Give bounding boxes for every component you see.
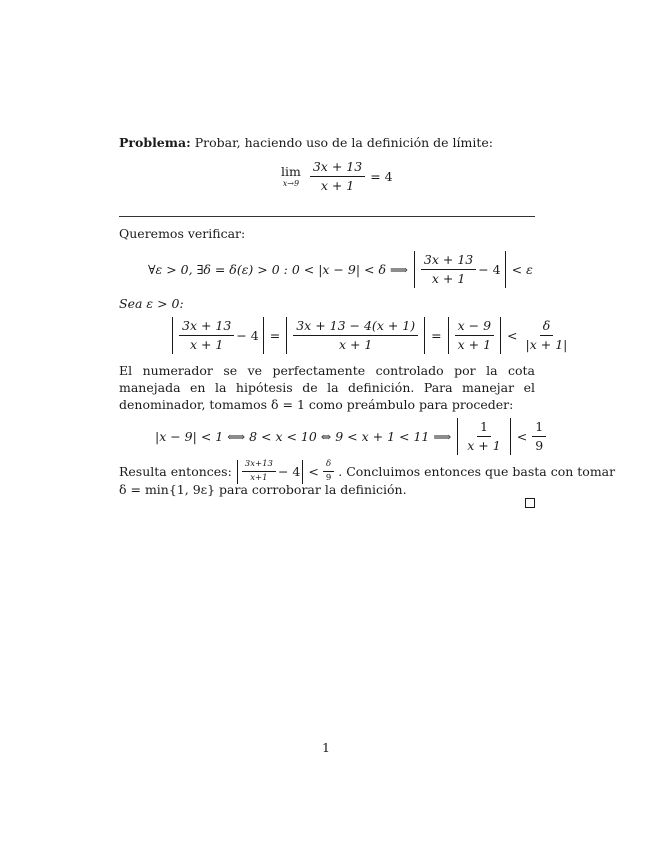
less-than-sign: <: [516, 428, 528, 444]
chain-fraction-1: [179, 319, 234, 352]
explanation-text: El numerador se ve perfectamente controlado por la cota manejada en la hipótesis de la definición. Para manejar el denominador, tomamos δ = 1 como preámbulo para proceder:: [119, 363, 535, 412]
one-ninth-fraction: [532, 420, 546, 453]
chain-fraction-2: [293, 319, 418, 352]
explanation-paragraph: [119, 362, 535, 413]
verify-fraction: [421, 253, 476, 286]
bound-implications: |x − 9| < 1 ⟺ 8 < x < 10 ⇔ 9 < x + 1 < 11 ⟹: [155, 428, 452, 444]
fraction-denominator: x + 1: [338, 336, 373, 352]
chain-fraction-4: [523, 319, 571, 352]
problem-statement: [119, 135, 493, 150]
minus-four: − 4: [478, 261, 501, 277]
problem-text: Probar, haciendo uso de la definición de límite:: [194, 135, 494, 150]
horizontal-rule: [119, 216, 535, 217]
delta-over-nine: [323, 460, 334, 484]
bound-fraction: [464, 420, 503, 453]
lim-text: lim: [281, 164, 301, 180]
absolute-value: [414, 251, 506, 288]
fraction-denominator: x + 1: [431, 270, 466, 286]
fraction-numerator: x − 9: [455, 319, 494, 336]
chain-fraction-3: [455, 319, 494, 352]
limit-operator: [281, 164, 301, 188]
fraction-numerator: 1: [477, 420, 491, 437]
limit-value: = 4: [370, 168, 393, 184]
problem-label: Problema:: [119, 135, 191, 150]
absolute-value: [237, 460, 304, 484]
fraction-denominator: x + 1: [320, 177, 355, 193]
conclusion-line-2: δ = min{1, 9ε} para corroborar la definición.: [119, 482, 407, 497]
fraction-denominator: |x + 1|: [525, 336, 568, 352]
conclusion-line-1: [119, 460, 615, 484]
fraction-numerator: δ: [323, 460, 334, 472]
fraction-numerator: δ: [540, 319, 554, 336]
equals-sign: =: [431, 327, 442, 343]
minus-four: − 4: [277, 464, 301, 480]
less-than-sign: <: [507, 327, 518, 343]
less-than-sign: <: [308, 464, 319, 480]
fraction-numerator: 3x + 13 − 4(x + 1): [293, 319, 418, 336]
quantifiers: ∀ε > 0, ∃δ = δ(ε) > 0 : 0 < |x − 9| < δ ⟹: [148, 261, 408, 277]
verify-statement: [148, 251, 533, 288]
fraction-denominator: 9: [535, 437, 544, 453]
absolute-value: [448, 317, 501, 354]
fraction-numerator: 1: [532, 420, 546, 437]
lim-subscript: x→9: [282, 179, 300, 189]
fraction-numerator: 3x + 13: [179, 319, 234, 336]
equals-sign: =: [269, 327, 281, 343]
minus-four: − 4: [236, 327, 259, 343]
sea-line: Sea ε > 0:: [119, 296, 184, 311]
fraction-denominator: x + 1: [189, 336, 224, 352]
conclusion-lead: Resulta entonces:: [119, 464, 232, 480]
absolute-value: [286, 317, 425, 354]
verify-intro: Queremos verificar:: [119, 226, 246, 241]
inequality-chain: [169, 317, 572, 354]
bound-chain: [155, 418, 548, 455]
fraction-denominator: 9: [325, 473, 332, 484]
fraction-numerator: 3x+13: [242, 460, 276, 472]
absolute-value: [172, 317, 264, 354]
fraction-numerator: 3x + 13: [421, 253, 476, 270]
limit-expression: [281, 160, 393, 193]
page-number: 1: [322, 740, 330, 755]
fraction-denominator: x+1: [250, 473, 268, 484]
less-than-epsilon: < ε: [511, 261, 533, 277]
conclusion-rest: . Concluimos entonces que basta con tomar: [338, 464, 616, 480]
fraction-denominator: x + 1: [467, 437, 501, 453]
absolute-value: [457, 418, 510, 455]
fraction-denominator: x + 1: [457, 336, 492, 352]
qed-square-icon: [525, 498, 535, 508]
fraction-numerator: 3x + 13: [310, 160, 365, 177]
limit-fraction: [310, 160, 365, 193]
conclusion-fraction: [242, 460, 276, 484]
